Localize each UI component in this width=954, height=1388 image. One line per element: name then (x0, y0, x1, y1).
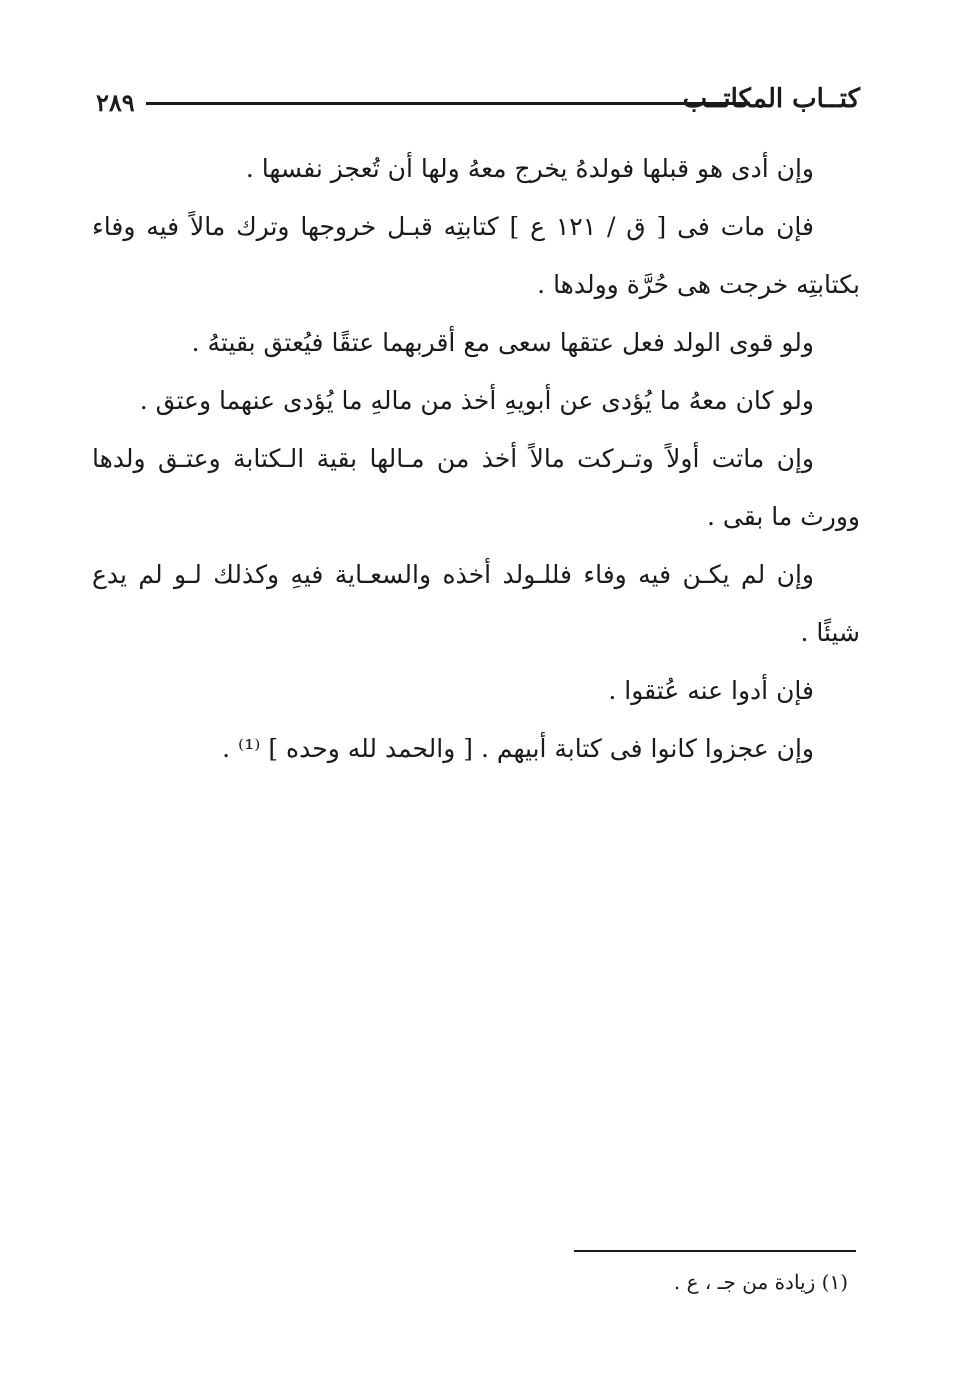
body-text (92, 140, 860, 778)
paragraph: وإن عجزوا كانوا فى كتابة أبيهم . [ والحمد لله وحده ] ⁽¹⁾ . (222, 734, 814, 763)
running-header (96, 84, 860, 124)
footnote-rule (574, 1250, 856, 1252)
page-number: ٢٨٩ (96, 88, 135, 117)
chapter-title: كتــاب المكاتــب (682, 84, 860, 114)
paragraph: وإن ماتت أولاً وتـركت مالاً أخذ من مـالها بقية الـكتابة وعتـق ولدها وورث ما بقى . (92, 444, 860, 531)
paragraph: فإن أدوا عنه عُتقوا . (608, 676, 814, 705)
paragraph: ولو كان معهُ ما يُؤدى عن أبويهِ أخذ من مالهِ ما يُؤدى عنهما وعتق . (139, 386, 814, 415)
footnote: (١) زيادة من جـ ، ع . (673, 1270, 848, 1294)
header-rule (146, 102, 750, 105)
paragraph: فإن مات فى [ ق / ١٢١ ع ] كتابتِه قبـل خروجها وترك مالاً فيه وفاء بكتابتِه خرجت هى حُرَّة وولدها . (92, 212, 860, 299)
paragraph: وإن أدى هو قبلها فولدهُ يخرج معهُ ولها أن تُعجز نفسها . (245, 154, 814, 183)
paragraph: وإن لم يكـن فيه وفاء فللـولد أخذه والسعـاية فيهِ وكذلك لـو لم يدع شيئًا . (92, 560, 860, 647)
paragraph: ولو قوى الولد فعل عتقها سعى مع أقربهما عتقًا فيُعتق بقيتهُ . (191, 328, 814, 357)
